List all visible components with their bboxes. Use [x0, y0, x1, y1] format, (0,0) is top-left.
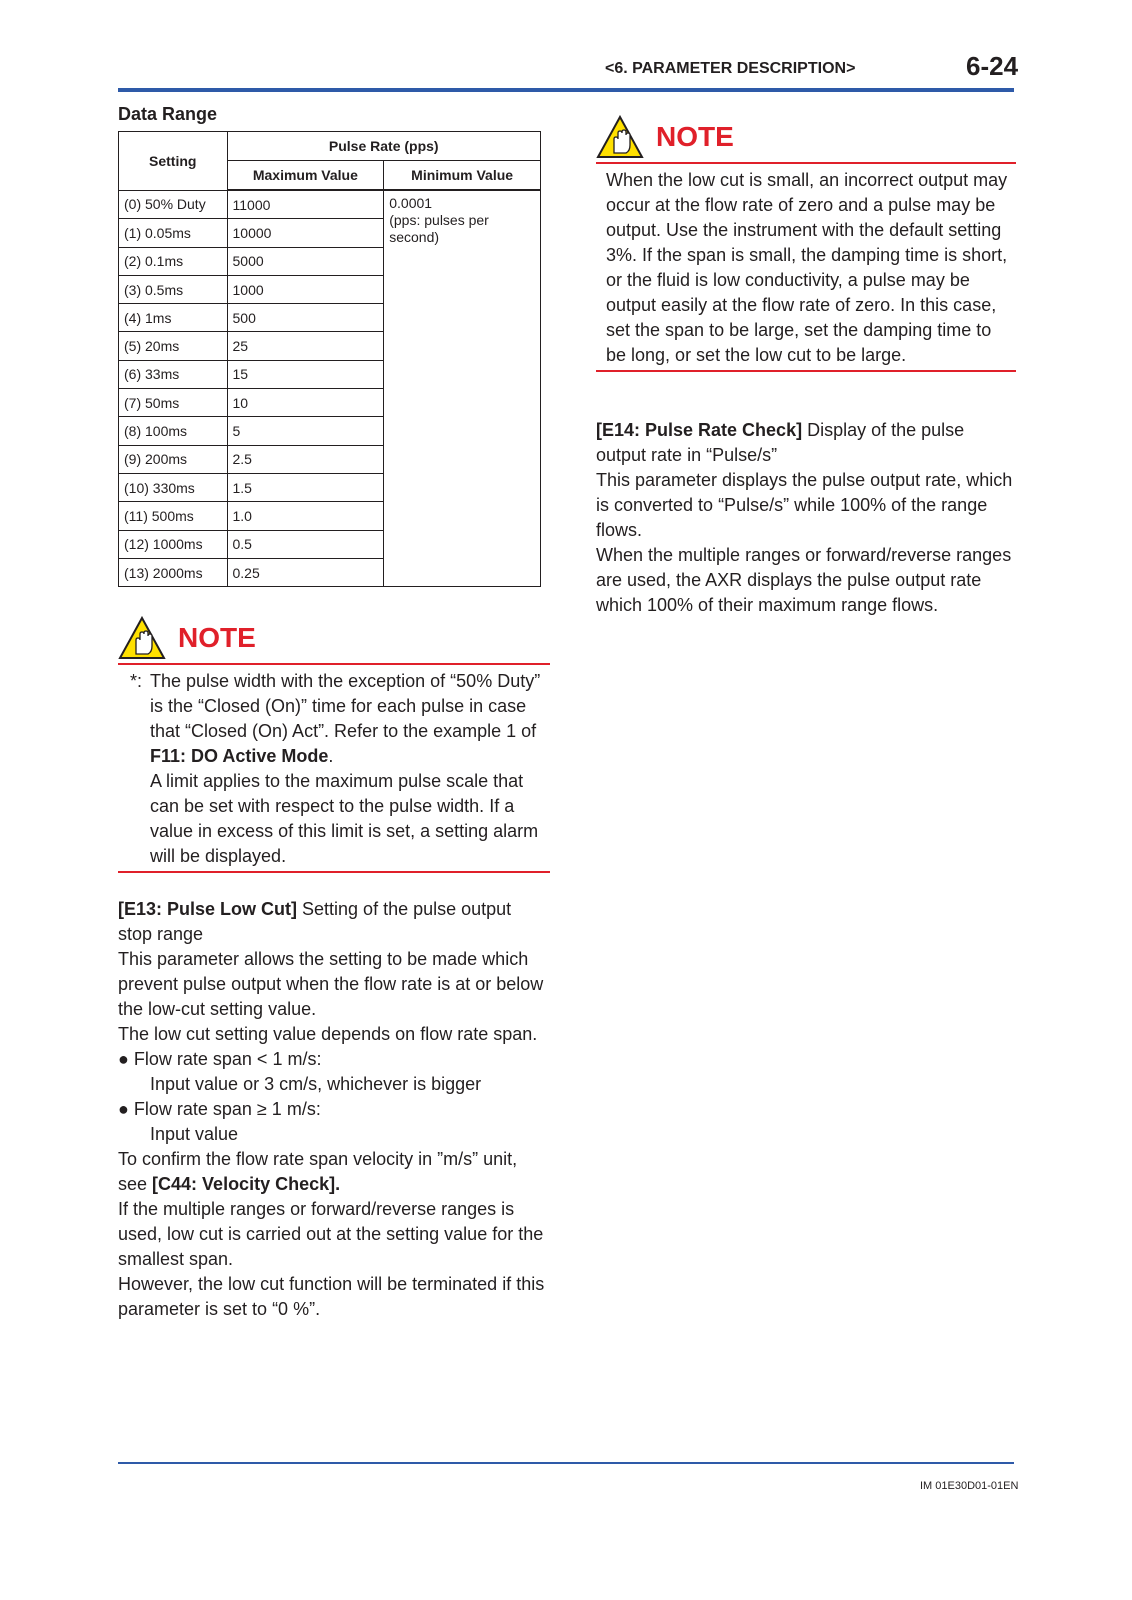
setting-cell: (7) 50ms	[119, 389, 228, 417]
table-row	[119, 190, 541, 219]
note-body	[596, 164, 1016, 372]
e13-paragraph-5: However, the low cut function will be terminated if this parameter is set to “0 %”.	[118, 1274, 545, 1320]
data-range-body	[119, 190, 541, 587]
note-header	[118, 613, 550, 665]
note-box-left	[118, 613, 550, 873]
col-min-header: Minimum Value	[384, 161, 541, 191]
max-value-cell: 1000	[227, 275, 384, 303]
caution-hand-icon	[596, 114, 644, 160]
setting-cell: (1) 0.05ms	[119, 219, 228, 247]
note-paragraph	[150, 669, 550, 769]
col-max-header: Maximum Value	[227, 161, 384, 191]
setting-cell: (5) 20ms	[119, 332, 228, 360]
e13-title	[118, 897, 550, 947]
max-value-cell: 5000	[227, 247, 384, 275]
e13-paragraph-1: This parameter allows the setting to be made which prevent pulse output when the flow rate is at or below the low-cut setting value.	[118, 949, 544, 1020]
e13-title-text: Setting of the pulse output stop range	[118, 899, 512, 945]
setting-cell: (13) 2000ms	[119, 558, 228, 586]
e13-paragraph-2: The low cut setting value depends on flow rate span.	[118, 1024, 538, 1045]
note-asterisk: *:	[130, 671, 143, 692]
setting-cell: (2) 0.1ms	[119, 247, 228, 275]
setting-cell: (10) 330ms	[119, 473, 228, 501]
col-pulse-rate-header: Pulse Rate (pps)	[227, 132, 541, 161]
e13-bullet-1: ● Flow rate span < 1 m/s:	[118, 1049, 322, 1070]
max-value-cell: 15	[227, 360, 384, 388]
max-value-cell: 0.5	[227, 530, 384, 558]
max-value-cell: 11000	[227, 190, 384, 219]
max-value-cell: 0.25	[227, 558, 384, 586]
min-value: 0.0001	[389, 195, 433, 211]
e13-paragraph-3	[118, 1147, 550, 1197]
note-link-param: F11: DO Active Mode	[150, 746, 329, 767]
note-title: NOTE	[656, 121, 734, 152]
e14-section	[596, 418, 1016, 618]
header-section-title: <6. PARAMETER DESCRIPTION>	[605, 60, 856, 77]
setting-cell: (3) 0.5ms	[119, 275, 228, 303]
min-value-note: (pps: pulses per second)	[389, 212, 489, 245]
note-text: The pulse width with the exception of “50% Duty” is the “Closed (On)” time for each pulse in case that “Closed (On) Act”. Refer to the example 1 of	[150, 671, 541, 742]
max-value-cell: 2.5	[227, 445, 384, 473]
max-value-cell: 1.5	[227, 473, 384, 501]
page-number: 6-24	[966, 51, 1019, 81]
e13-section	[118, 897, 550, 1322]
note-box-right	[596, 112, 1016, 372]
max-value-cell: 5	[227, 417, 384, 445]
e14-label: [E14: Pulse Rate Check]	[596, 420, 803, 440]
max-value-cell: 10000	[227, 219, 384, 247]
left-column	[118, 104, 550, 1322]
setting-cell: (4) 1ms	[119, 304, 228, 332]
setting-cell: (9) 200ms	[119, 445, 228, 473]
max-value-cell: 25	[227, 332, 384, 360]
note-title: NOTE	[178, 622, 256, 654]
setting-cell: (11) 500ms	[119, 502, 228, 530]
max-value-cell: 500	[227, 304, 384, 332]
note-paragraph-limit: A limit applies to the maximum pulse scale that can be set with respect to the pulse width. If a value in excess of this limit is set, a setting alarm will be displayed.	[150, 771, 539, 867]
footer-rule	[118, 1462, 1014, 1464]
e13-bullet-2-detail: Input value	[150, 1124, 239, 1145]
setting-cell: (0) 50% Duty	[119, 190, 228, 219]
e13-bullet-2: ● Flow rate span ≥ 1 m/s:	[118, 1099, 321, 1120]
note-body	[118, 665, 550, 873]
data-range-heading: Data Range	[118, 104, 218, 124]
setting-cell: (6) 33ms	[119, 360, 228, 388]
col-setting-header: Setting	[119, 132, 228, 191]
min-value-cell	[384, 190, 541, 587]
e14-title-text: Display of the pulse output rate in “Pulse/s”	[596, 420, 965, 465]
caution-hand-icon	[118, 615, 166, 661]
note-text-end: .	[328, 746, 334, 767]
note-header	[596, 112, 1016, 164]
e13-p3-text: To confirm the flow rate span velocity in ”m/s” unit, see	[118, 1149, 518, 1195]
max-value-cell: 1.0	[227, 502, 384, 530]
e13-paragraph-4: If the multiple ranges or forward/reverse ranges is used, low cut is carried out at the setting value for the smallest span.	[118, 1199, 544, 1270]
e13-ref-c44: [C44: Velocity Check].	[152, 1174, 341, 1195]
e14-paragraph-1: This parameter displays the pulse output rate, which is converted to “Pulse/s” while 100% of the range flows.	[596, 470, 1013, 540]
setting-cell: (8) 100ms	[119, 417, 228, 445]
e14-title	[596, 418, 1016, 468]
note-right-text: When the low cut is small, an incorrect output may occur at the flow rate of zero and a pulse may be output. Use the instrument with the default setting 3%. If the span is small, the damping time is short, or the fluid is low conductivity, a pulse may be output easily at the flow rate of zero. In this case, set the span to be large, set the damping time to be long, or set the low cut to be large.	[606, 170, 1008, 365]
data-range-table	[118, 131, 541, 587]
e13-label: [E13: Pulse Low Cut]	[118, 899, 298, 920]
e14-paragraph-2: When the multiple ranges or forward/reverse ranges are used, the AXR displays the pulse output rate which 100% of their maximum range flows.	[596, 545, 1012, 615]
header-rule	[118, 88, 1014, 92]
right-column	[596, 112, 1016, 618]
e13-bullet-1-detail: Input value or 3 cm/s, whichever is bigger	[150, 1074, 482, 1095]
footer-doc-id: IM 01E30D01-01EN	[920, 1480, 1019, 1492]
setting-cell: (12) 1000ms	[119, 530, 228, 558]
max-value-cell: 10	[227, 389, 384, 417]
